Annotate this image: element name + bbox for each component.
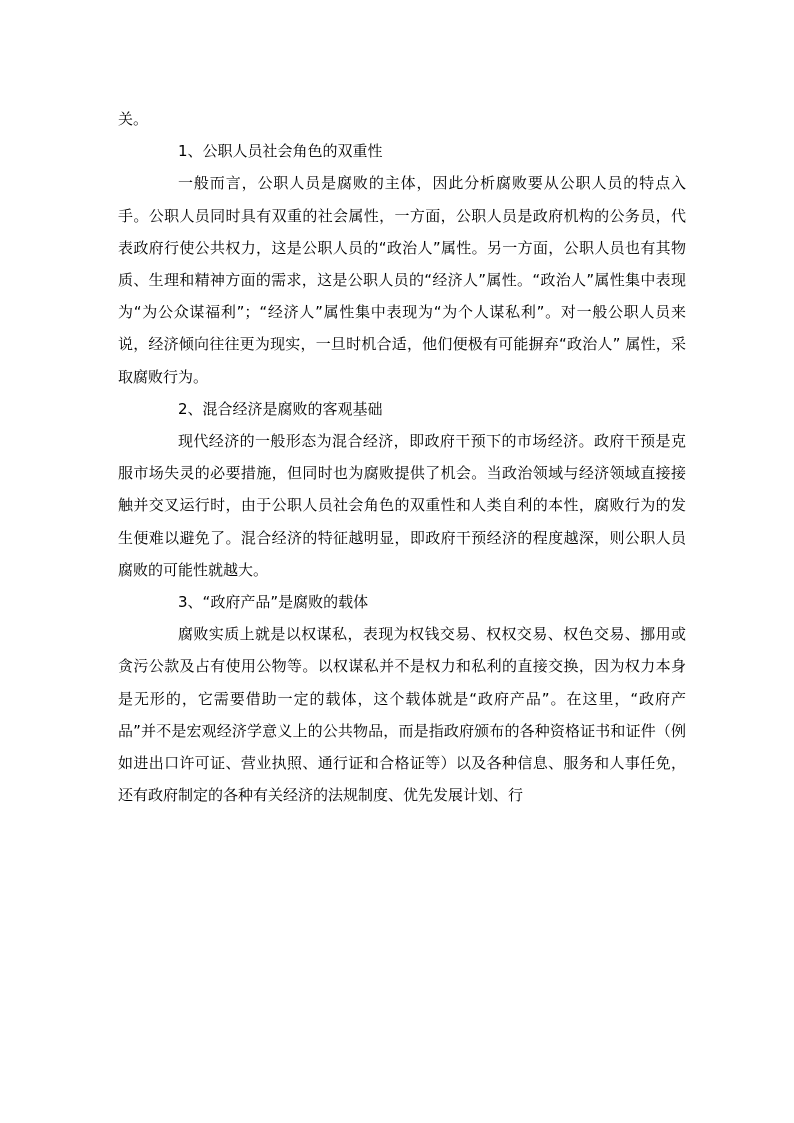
paragraph-government-products: 腐败实质上就是以权谋私，表现为权钱交易、权权交易、权色交易、挪用或贪污公款及占有使用公物等。以权谋私并不是权力和私利的直接交换，因为权力本身是无形的，它需要借助一定的载体，这个载体就是“政府产品”。在这里，“政府产品”并不是宏观经济学意义上的公共物品，而是指政府颁布的各种资格证书和证件（例如进出口许可证、营业执照、通行证和合格证等）以及各种信息、服务和人事任免，还有政府制定的各种有关经济的法规制度、优先发展计划、行 [118, 625, 686, 805]
section-heading-3: 3、“政府产品”是腐败的载体 [178, 593, 369, 612]
paragraph-dual-role: 一般而言，公职人员是腐败的主体，因此分析腐败要从公职人员的特点入手。公职人员同时具有双重的社会属性，一方面，公职人员是政府机构的公务员，代表政府行使公共权力，这是公职人员的“政治人”属性。另一方面，公职人员也有其物质、生理和精神方面的需求，这是公职人员的“经济人”属性。“政治人”属性集中表现为“为公众谋福利”；“经济人”属性集中表现为“为个人谋私利”。对一般公职人员来说，经济倾向往往更为现实，一旦时机合适，他们便极有可能摒弃“政治人” 属性，采取腐败行为。 [118, 174, 686, 386]
paragraph-continued: 关。 [118, 110, 149, 128]
paragraph-mixed-economy: 现代经济的一般形态为混合经济，即政府干预下的市场经济。政府干预是克服市场失灵的必要措施，但同时也为腐败提供了机会。当政治领域与经济领域直接接触并交叉运行时，由于公职人员社会角色的双重性和人类自利的本性，腐败行为的发生便难以避免了。混合经济的特征越明显，即政府干预经济的程度越深，则公职人员腐败的可能性就越大。 [118, 432, 686, 579]
document-page [118, 103, 686, 811]
section-heading-1: 1、公职人员社会角色的双重性 [178, 142, 383, 161]
section-heading-2: 2、混合经济是腐败的客观基础 [178, 399, 383, 418]
